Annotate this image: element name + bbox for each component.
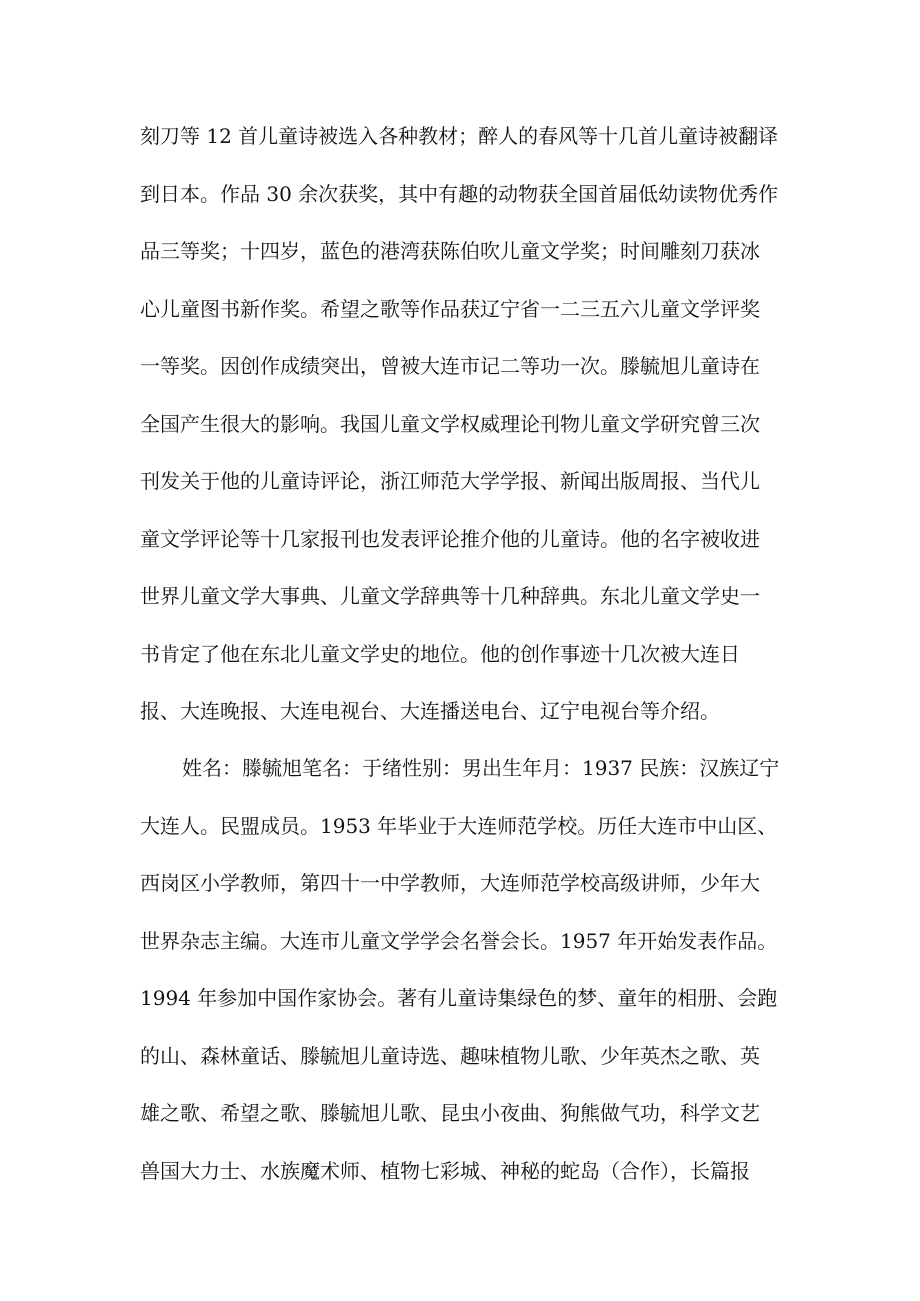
text-line: 一等奖。因创作成绩突出，曾被大连市记二等功一次。滕毓旭儿童诗在 — [140, 354, 760, 378]
text-line: 雄之歌、希望之歌、滕毓旭儿歌、昆虫小夜曲、狗熊做气功，科学文艺 — [140, 1101, 760, 1125]
text-line: 心儿童图书新作奖。希望之歌等作品获辽宁省一二三五六儿童文学评奖 — [140, 296, 760, 321]
text-line: 世界杂志主编。大连市儿童文学学会名誉会长。1957 年开始发表作品。 — [140, 928, 778, 953]
text-line: 品三等奖；十四岁，蓝色的港湾获陈伯吹儿童文学奖；时间雕刻刀获冰 — [140, 239, 760, 263]
text-line: 刻刀等 12 首儿童诗被选入各种教材；醉人的春风等十几首儿童诗被翻译 — [140, 124, 779, 148]
paragraph-awards — [140, 108, 780, 741]
text-line: 西岗区小学教师，第四十一中学教师，大连师范学校高级讲师，少年大 — [140, 871, 760, 895]
text-line: 到日本。作品 30 余次获奖，其中有趣的动物获全国首届低幼读物优秀作 — [140, 181, 779, 206]
text-line: 书肯定了他在东北儿童文学史的地位。他的创作事迹十几次被大连日 — [140, 641, 740, 666]
text-line: 的山、森林童话、滕毓旭儿童诗选、趣味植物儿歌、少年英杰之歌、英 — [140, 1043, 760, 1068]
text-line: 兽国大力士、水族魔术师、植物七彩城、神秘的蛇岛（合作），长篇报 — [140, 1158, 750, 1183]
text-line: 童文学评论等十几家报刊也发表评论推介他的儿童诗。他的名字被收进 — [140, 526, 760, 551]
text-line: 全国产生很大的影响。我国儿童文学权威理论刊物儿童文学研究曾三次 — [140, 411, 760, 436]
text-line: 姓名：滕毓旭笔名：于绪性别：男出生年月：1937 民族：汉族辽宁 — [182, 756, 780, 780]
text-line: 报、大连晚报、大连电视台、大连播送电台、辽宁电视台等介绍。 — [140, 699, 720, 723]
text-line: 大连人。民盟成员。1953 年毕业于大连师范学校。历任大连市中山区、 — [140, 813, 778, 838]
paragraph-biography — [140, 740, 780, 1200]
text-line: 世界儿童文学大事典、儿童文学辞典等十几种辞典。东北儿童文学史一 — [140, 584, 760, 608]
text-line: 1994 年参加中国作家协会。著有儿童诗集绿色的梦、童年的相册、会跑 — [140, 986, 778, 1010]
text-line: 刊发关于他的儿童诗评论，浙江师范大学学报、新闻出版周报、当代儿 — [140, 469, 760, 493]
